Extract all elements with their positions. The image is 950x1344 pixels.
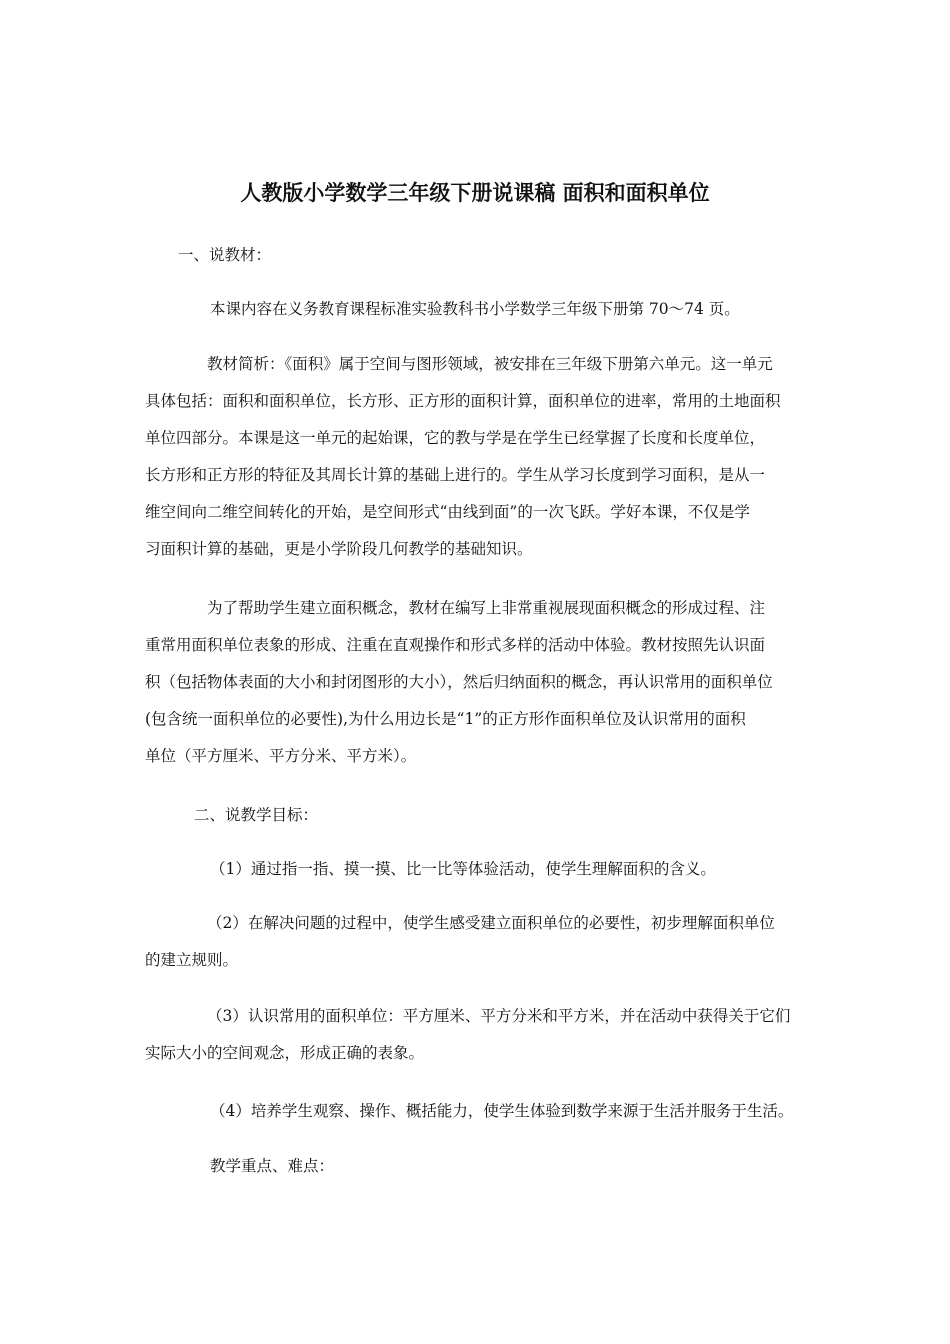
text-line: 实际大小的空间观念，形成正确的表象。	[145, 1044, 425, 1062]
paragraph-analysis	[145, 346, 807, 568]
text-line: 为了帮助学生建立面积概念，教材在编写上非常重视展现面积概念的形成过程、注	[207, 599, 766, 617]
goal-2	[145, 905, 807, 979]
text-line: 维空间向二维空间转化的开始，是空间形式“由线到面”的一次飞跃。学好本课，不仅是学	[145, 503, 750, 521]
text-line: 教材简析：《面积》属于空间与图形领域，被安排在三年级下册第六单元。这一单元	[207, 355, 773, 373]
text-line: （2）在解决问题的过程中，使学生感受建立面积单位的必要性，初步理解面积单位	[207, 914, 775, 932]
document-title: 人教版小学数学三年级下册说课稿 面积和面积单位	[240, 180, 710, 205]
section-heading-goals: 二、说教学目标：	[194, 806, 319, 824]
text-line: 单位（平方厘米、平方分米、平方米）。	[145, 747, 417, 765]
text-line: 具体包括：面积和面积单位，长方形、正方形的面积计算，面积单位的进率，常用的土地面积	[145, 392, 781, 410]
text-line: 长方形和正方形的特征及其周长计算的基础上进行的。学生从学习长度到学习面积，是从一	[145, 466, 766, 484]
text-line: (包含统一面积单位的必要性),为什么用边长是“1”的正方形作面积单位及认识常用的面积	[145, 710, 746, 728]
text-line: 单位四部分。本课是这一单元的起始课，它的教与学是在学生已经掌握了长度和长度单位，	[145, 429, 766, 447]
goal-4: （4）培养学生观察、操作、概括能力，使学生体验到数学来源于生活并服务于生活。	[210, 1102, 794, 1120]
text-line: （3）认识常用的面积单位：平方厘米、平方分米和平方米，并在活动中获得关于它们	[207, 1007, 791, 1025]
text-line: 积（包括物体表面的大小和封闭图形的大小），然后归纳面积的概念，再认识常用的面积单位	[145, 673, 773, 691]
goal-1: （1）通过指一指、摸一摸、比一比等体验活动，使学生理解面积的含义。	[210, 860, 716, 878]
goal-3	[145, 998, 807, 1072]
text-line: 重常用面积单位表象的形成、注重在直观操作和形式多样的活动中体验。教材按照先认识面	[145, 636, 766, 654]
text-line: 习面积计算的基础，更是小学阶段几何教学的基础知识。	[145, 540, 533, 558]
paragraph-intro: 本课内容在义务教育课程标准实验教科书小学数学三年级下册第 70～74 页。	[210, 300, 740, 318]
section-heading-textbook: 一、说教材：	[178, 246, 272, 264]
paragraph-textbook-design	[145, 590, 807, 775]
section-heading-key-points: 教学重点、难点：	[210, 1157, 335, 1175]
text-line: 的建立规则。	[145, 951, 239, 969]
